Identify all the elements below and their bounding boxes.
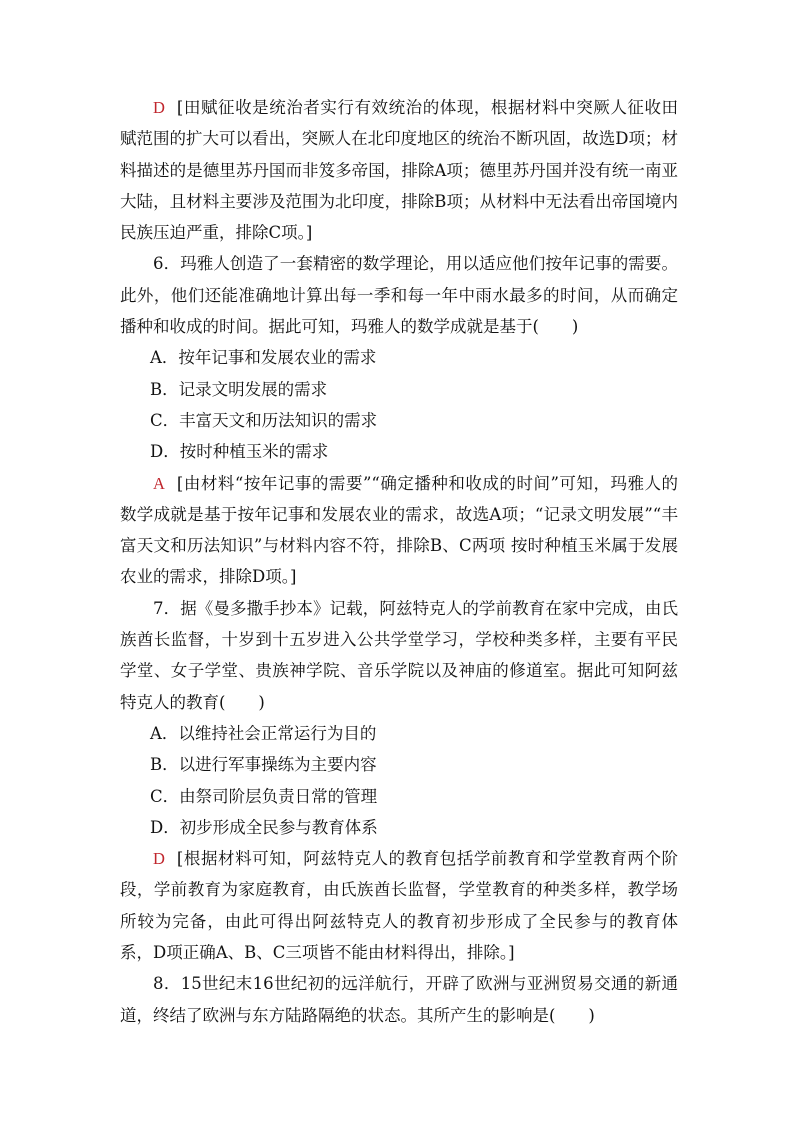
- q6-option-b: B．记录文明发展的需求: [150, 379, 328, 399]
- q6-option-c: C．丰富天文和历法知识的需求: [150, 410, 378, 430]
- q5-answer-letter: D: [153, 98, 165, 117]
- q6-option-d: D．按时种植玉米的需求: [150, 442, 329, 462]
- document-page: [120, 92, 678, 1031]
- q7-option-a: A．以维持社会正常运行为目的: [150, 723, 377, 743]
- q6-stem: 6．玛雅人创造了一套精密的数学理论，用以适应他们按年记事的需要。此外，他们还能准确地计算出每一季和每一年中雨水最多的时间，从而确定播种和收成的时间。据此可知，玛雅人的数学成就是基于( ): [120, 254, 678, 337]
- q7-option-b: B．以进行军事操练为主要内容: [150, 755, 377, 775]
- q7-option-d: D．初步形成全民参与教育体系: [150, 817, 378, 837]
- q7-explanation: [根据材料可知，阿兹特克人的教育包括学前教育和学堂教育两个阶段，学前教育为家庭教育，由氏族酋长监督，学堂教育的种类多样，教学场所较为完备，由此可得出阿兹特克人的教育初步形成了全民参与的教育体系，D项正确A、B、C三项皆不能由材料得出，排除。]: [120, 849, 678, 963]
- q5-answer-block: [120, 92, 678, 248]
- q7-answer-letter: D: [153, 849, 165, 869]
- q6-answer-letter: A: [153, 473, 165, 493]
- q6-option-a: A．按年记事和发展农业的需求: [150, 348, 377, 368]
- q6-answer-block: [120, 468, 678, 593]
- q5-explanation: [田赋征收是统治者实行有效统治的体现，根据材料中突厥人征收田赋范围的扩大可以看出，突厥人在北印度地区的统治不断巩固，故选D项；材料描述的是德里苏丹国而非笈多帝国，排除A项；德里苏丹国并没有统一南亚大陆，且材料主要涉及范围为北印度，排除B项；从材料中无法看出帝国境内民族压迫严重，排除C项。]: [120, 98, 678, 243]
- q7-option-c: C．由祭司阶层负责日常的管理: [150, 786, 378, 806]
- q7-stem: 7．据《曼多撒手抄本》记载，阿兹特克人的学前教育在家中完成，由氏族酋长监督，十岁到十五岁进入公共学堂学习，学校种类多样，主要有平民学堂、女子学堂、贵族神学院、音乐学院以及神庙的修道室。据此可知阿兹特克人的教育( ): [120, 598, 678, 712]
- q7-answer-block: [120, 843, 678, 968]
- q8-stem: 8．15世纪末16世纪初的远洋航行，开辟了欧洲与亚洲贸易交通的新通道，终结了欧洲与东方陆路隔绝的状态。其所产生的影响是( ): [120, 974, 678, 1025]
- q6-explanation: [由材料“按年记事的需要”“确定播种和收成的时间”可知，玛雅人的数学成就是基于按年记事和发展农业的需求，故选A项；“记录文明发展”“丰富天文和历法知识”与材料内容不符，排除B、C两项 按时种植玉米属于发展农业的需求，排除D项。]: [120, 473, 678, 587]
